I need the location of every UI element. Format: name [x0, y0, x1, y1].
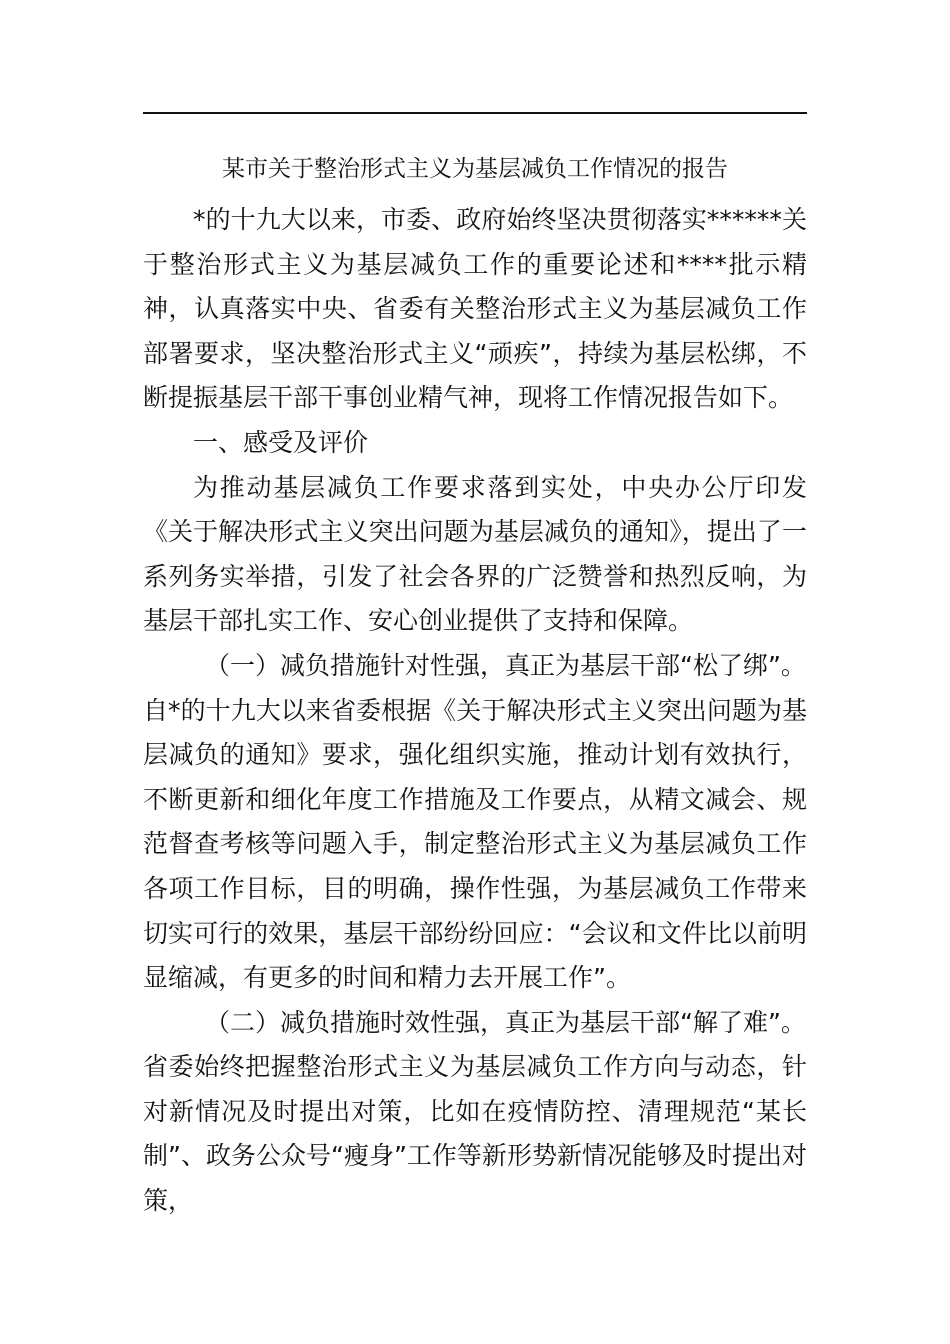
document-body — [143, 198, 807, 1224]
intro-paragraph: *的十九大以来，市委、政府始终坚决贯彻落实******关于整治形式主义为基层减负工作的重要论述和****批示精神，认真落实中央、省委有关整治形式主义为基层减负工作部署要求，坚决整治形式主义“顽疾”，持续为基层松绑，不断提振基层干部干事创业精气神，现将工作情况报告如下。 — [143, 205, 807, 413]
item-1-body: 自*的十九大以来省委根据《关于解决形式主义突出问题为基层减负的通知》要求，强化组织实施，推动计划有效执行，不断更新和细化年度工作措施及工作要点，从精文减会、规范督查考核等问题入手，制定整治形式主义为基层减负工作各项工作目标，目的明确，操作性强，为基层减负工作带来切实可行的效果，基层干部纷纷回应：“会议和文件比以前明显缩减，有更多的时间和精力去开展工作”。 — [143, 695, 807, 993]
section-1-heading: 一、感受及评价 — [193, 427, 369, 457]
item-2-lead: （二）减负措施时效性强，真正为基层干部“解了难”。 — [205, 1007, 806, 1037]
item-2-body: 省委始终把握整治形式主义为基层减负工作方向与动态，针对新情况及时提出对策，比如在疫情防控、清理规范“某长制”、政务公众号“瘦身”工作等新形势新情况能够及时提出对策， — [143, 1052, 807, 1216]
section-1-paragraph: 为推动基层减负工作要求落到实处，中央办公厅印发《关于解决形式主义突出问题为基层减负的通知》，提出了一系列务实举措，引发了社会各界的广泛赞誉和热烈反响，为基层干部扎实工作、安心创业提供了支持和保障。 — [143, 472, 807, 636]
header-rule — [143, 112, 807, 114]
document-title: 某市关于整治形式主义为基层减负工作情况的报告 — [222, 156, 728, 182]
item-1-lead: （一）减负措施针对性强，真正为基层干部“松了绑”。 — [205, 650, 806, 680]
